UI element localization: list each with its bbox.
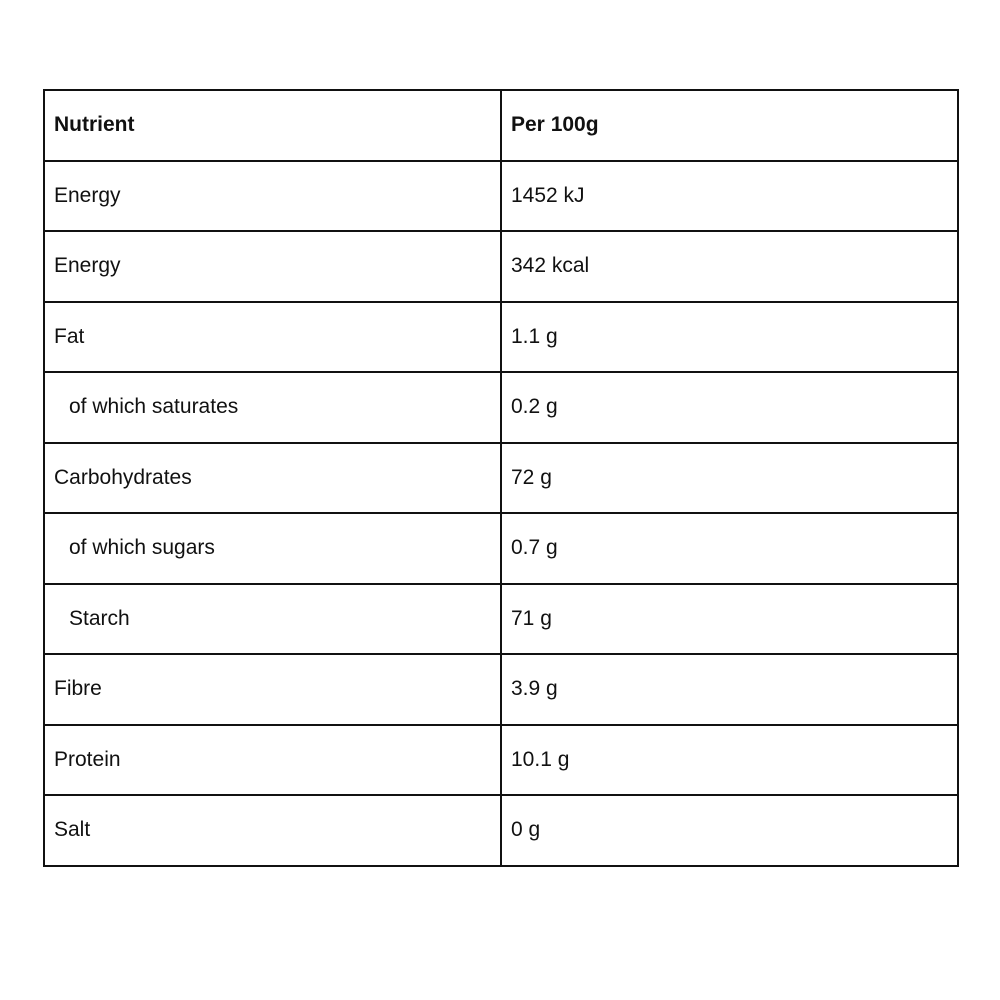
- table-row: [44, 513, 958, 584]
- nutrient-value: 1452 kJ: [501, 161, 958, 232]
- table-row: [44, 231, 958, 302]
- nutrition-table: [43, 89, 959, 867]
- nutrient-name: Salt: [44, 795, 501, 866]
- nutrient-value: 72 g: [501, 443, 958, 514]
- nutrient-name-sub: Starch: [44, 584, 501, 655]
- nutrient-name: Energy: [44, 161, 501, 232]
- table-row: [44, 372, 958, 443]
- nutrient-value: 0 g: [501, 795, 958, 866]
- table-row: [44, 161, 958, 232]
- nutrient-name: Fibre: [44, 654, 501, 725]
- nutrient-value: 10.1 g: [501, 725, 958, 796]
- nutrient-value: 1.1 g: [501, 302, 958, 373]
- nutrient-value: 0.7 g: [501, 513, 958, 584]
- table-row: [44, 725, 958, 796]
- nutrient-name: Carbohydrates: [44, 443, 501, 514]
- nutrient-name-sub: of which sugars: [44, 513, 501, 584]
- nutrient-value: 71 g: [501, 584, 958, 655]
- nutrient-value: 3.9 g: [501, 654, 958, 725]
- table-row: [44, 795, 958, 866]
- table-row: [44, 443, 958, 514]
- table-row: [44, 654, 958, 725]
- header-nutrient: Nutrient: [44, 90, 501, 161]
- table-row: [44, 302, 958, 373]
- nutrient-name-sub: of which saturates: [44, 372, 501, 443]
- nutrient-value: 342 kcal: [501, 231, 958, 302]
- table-row: [44, 584, 958, 655]
- nutrient-name: Fat: [44, 302, 501, 373]
- table-body: [44, 161, 958, 866]
- header-per-100g: Per 100g: [501, 90, 958, 161]
- nutrient-name: Protein: [44, 725, 501, 796]
- nutrient-value: 0.2 g: [501, 372, 958, 443]
- table-header-row: [44, 90, 958, 161]
- nutrient-name: Energy: [44, 231, 501, 302]
